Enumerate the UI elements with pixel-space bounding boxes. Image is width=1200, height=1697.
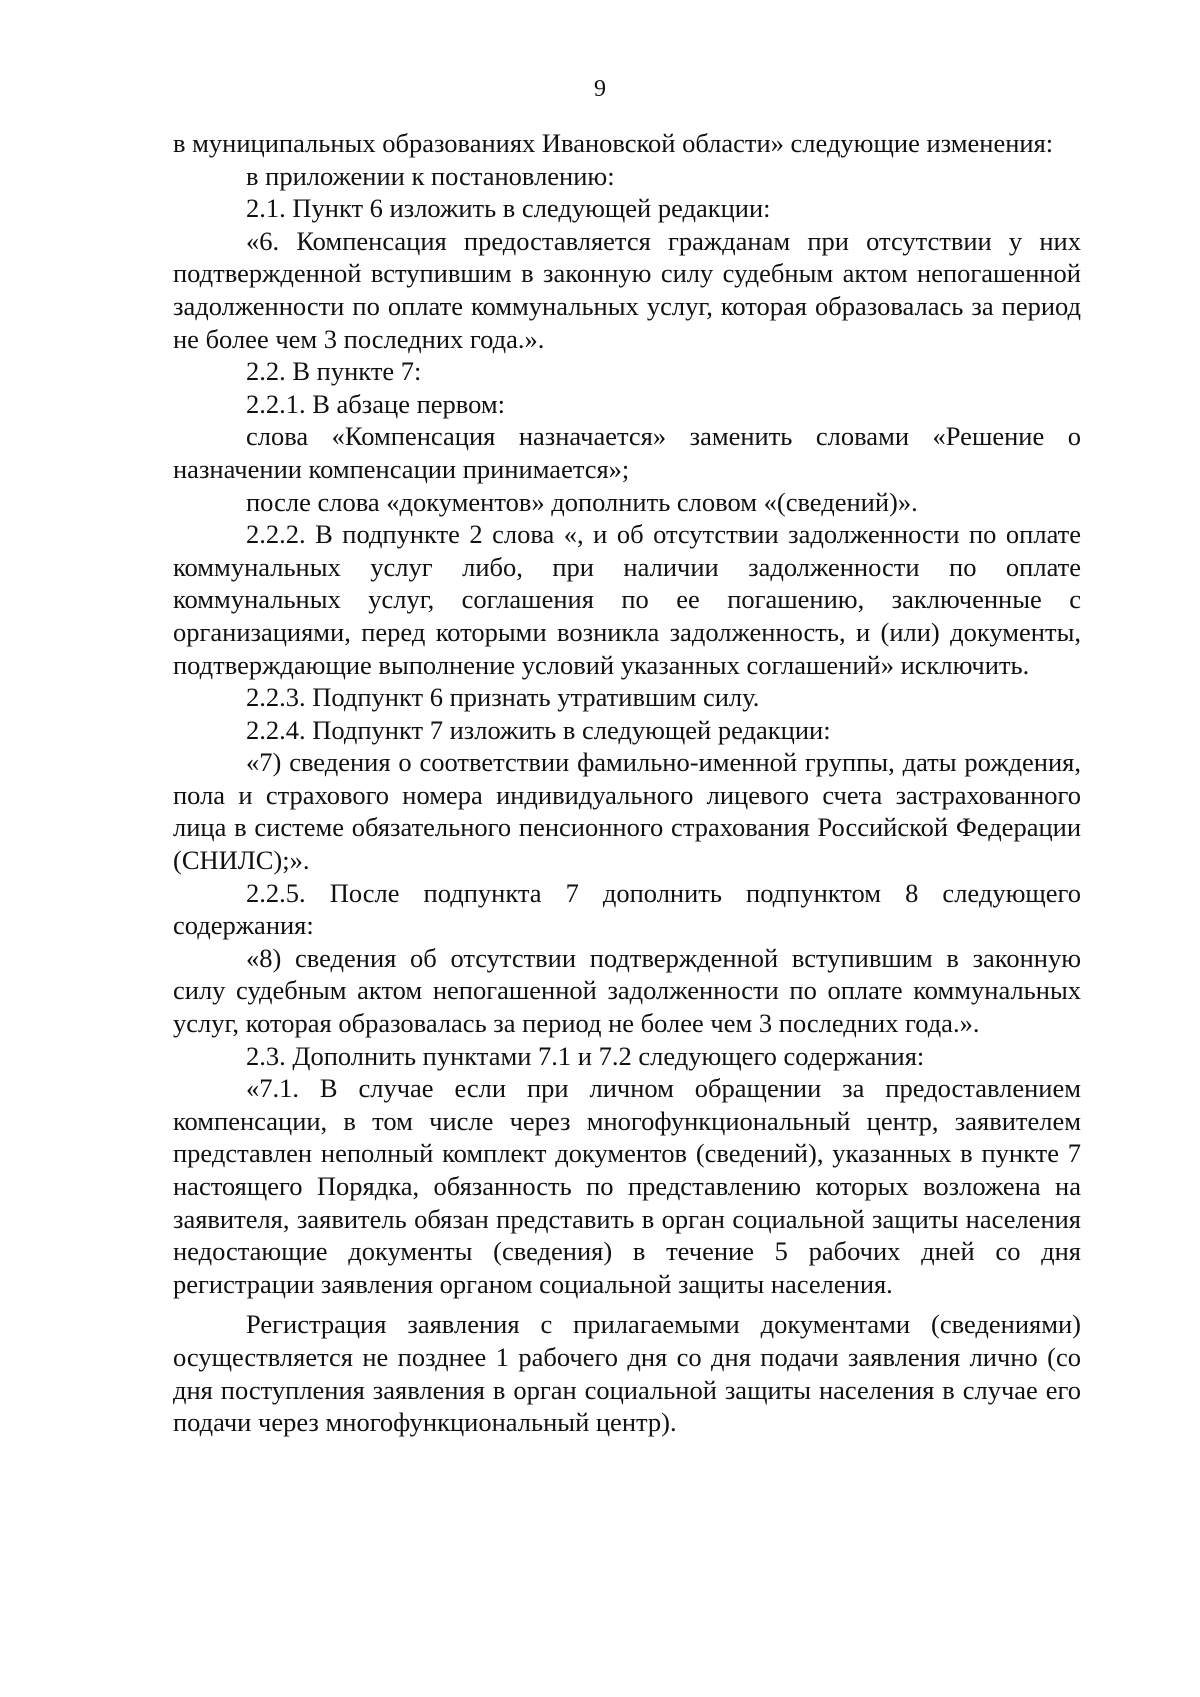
paragraph: Регистрация заявления с прилагаемыми документами (сведениями) осуществляется не позднее 1 рабочего дня со дня подачи заявления лично (со дня поступления заявления в орган социальной защиты населения в случае его подачи через многофункциональный центр). (173, 1309, 1081, 1438)
paragraph: 2.2.3. Подпункт 6 признать утратившим силу. (246, 682, 760, 713)
document-body (173, 127, 1081, 1439)
paragraph: «6. Компенсация предоставляется гражданам при отсутствии у них подтвержденной вступившим в законную силу судебным актом непогашенной задолженности по оплате коммунальных услуг, которая образовалась за период не более чем 3 последних года.». (173, 225, 1081, 354)
paragraph: 2.2.2. В подпункте 2 слова «, и об отсутствии задолженности по оплате коммунальных услуг либо, при наличии задолженности по оплате коммунальных услуг, соглашения по ее погашению, заключенные с организациями, перед которыми возникла задолженность, и (или) документы, подтверждающие выполнение условий указанных соглашений» исключить. (173, 519, 1081, 680)
paragraph: «8) сведения об отсутствии подтвержденной вступившим в законную силу судебным актом непогашенной задолженности по оплате коммунальных услуг, которая образовалась за период не более чем 3 последних года.». (173, 942, 1081, 1039)
paragraph: 2.2.4. Подпункт 7 изложить в следующей редакции: (246, 714, 831, 745)
paragraph: «7) сведения о соответствии фамильно-именной группы, даты рождения, пола и страхового номера индивидуального лицевого счета застрахованного лица в системе обязательного пенсионного страхования Российской Федерации (СНИЛС);». (173, 747, 1081, 876)
paragraph: в муниципальных образованиях Ивановской области» следующие изменения: (173, 128, 1054, 158)
paragraph: в приложении к постановлению: (246, 160, 615, 191)
paragraph: слова «Компенсация назначается» заменить словами «Решение о назначении компенсации принимается»; (173, 421, 1081, 484)
paragraph: 2.1. Пункт 6 изложить в следующей редакции: (246, 193, 771, 224)
page-number: 9 (594, 76, 606, 102)
paragraph: 2.2. В пункте 7: (246, 356, 422, 387)
paragraph: после слова «документов» дополнить словом «(сведений)». (246, 486, 918, 517)
paragraph: 2.3. Дополнить пунктами 7.1 и 7.2 следующего содержания: (246, 1040, 925, 1071)
paragraph: 2.2.1. В абзаце первом: (246, 388, 505, 419)
paragraph: «7.1. В случае если при личном обращении за предоставлением компенсации, в том числе через многофункциональный центр, заявителем представлен неполный комплект документов (сведений), указанных в пункте 7 настоящего Порядка, обязанность по представлению которых возложена на заявителя, заявитель обязан представить в орган социальной защиты населения недостающие документы (сведения) в течение 5 рабочих дней со дня регистрации заявления органом социальной защиты населения. (173, 1073, 1081, 1299)
paragraph: 2.2.5. После подпункта 7 дополнить подпунктом 8 следующего содержания: (173, 877, 1081, 941)
